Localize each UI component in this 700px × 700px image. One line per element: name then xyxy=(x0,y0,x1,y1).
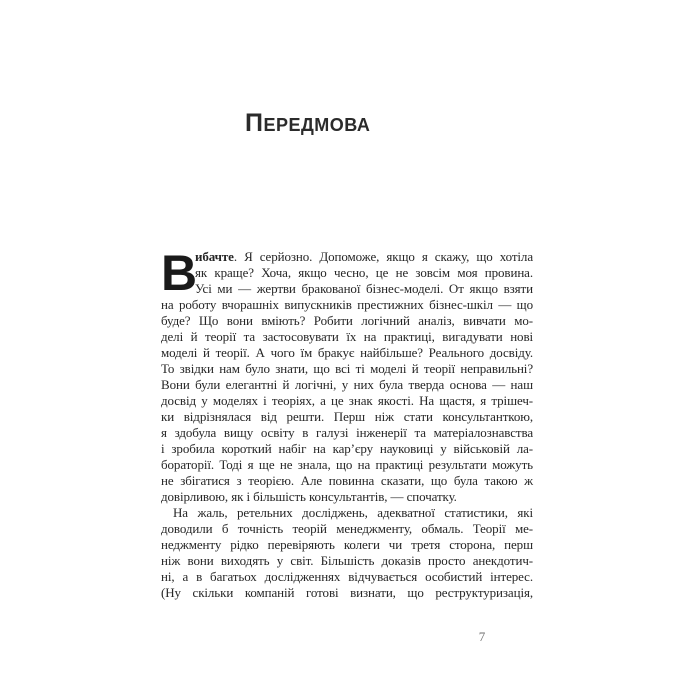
text-line: ніж вони виходять у світ. Більшість доказів просто анекдотич- xyxy=(161,553,533,568)
text-line: Вони були елегантні й логічні, у них була тверда основа — наш xyxy=(161,377,533,392)
text-line: на роботу вчорашніх випускників престижних бізнес-шкіл — що xyxy=(161,297,533,312)
chapter-heading xyxy=(245,107,370,139)
text-line: (Ну скільки компаній готові визнати, що реструктуризація, xyxy=(161,585,533,600)
text-line: моделі й теорії. А чого їм бракує найбільше? Реального досвіду. xyxy=(161,345,533,360)
text-line: доводили б точність теорій менеджменту, обмаль. Теорії ме- xyxy=(161,521,533,536)
text-line: і зробила короткий набіг на кар’єру науковиці у військовій ла- xyxy=(161,441,533,456)
page-number: 7 xyxy=(478,629,486,644)
text-line: делі й теорії та застосовувати їх на практиці, вигадувати нові xyxy=(161,329,533,344)
drop-cap-letter: В xyxy=(161,245,198,301)
text-line: неджменту рідко перевіряють колеги чи третя сторона, перш xyxy=(161,537,533,552)
text-line: бораторії. Тоді я ще не знала, що на практиці результати можуть xyxy=(161,457,533,472)
text-line: досвід у моделях і теоріях, а це знак якості. На щастя, я трішеч- xyxy=(161,393,533,408)
text-line: ки відрізнялася від решти. Перш ніж стати консультанткою, xyxy=(161,409,533,424)
lead-bold-word: ибачте xyxy=(195,249,234,264)
chapter-heading-rest: ЕРЕДМОВА xyxy=(263,115,371,135)
text-line: я здобула вищу освіту в галузі інженерії та матеріалознавства xyxy=(161,425,533,440)
text-line: як краще? Хоча, якщо чесно, це не зовсім моя провина. xyxy=(195,265,533,280)
text-line: На жаль, ретельних досліджень, адекватної статистики, які xyxy=(173,505,533,520)
body-text xyxy=(161,245,533,601)
text-line: ибачте. Я серйозно. Допоможе, якщо я скажу, що хотіла xyxy=(195,249,533,264)
text-line: не збігатися з теорією. Але повинна сказати, що була такою ж xyxy=(161,473,533,488)
text-line: ні, а в багатьох дослідженнях відчувається особистий інтерес. xyxy=(161,569,533,584)
text-line: То звідки нам було знати, що всі ті моделі й теорії неправильні? xyxy=(161,361,533,376)
text-line: буде? Що вони вміють? Робити логічний аналіз, вивчати мо- xyxy=(161,313,533,328)
chapter-heading-initial: П xyxy=(245,109,264,137)
text-line: довірливою, як і більшість консультантів, — спочатку. xyxy=(161,489,457,504)
text-line: Усі ми — жертви бракованої бізнес-моделі. От якщо взяти xyxy=(195,281,533,296)
